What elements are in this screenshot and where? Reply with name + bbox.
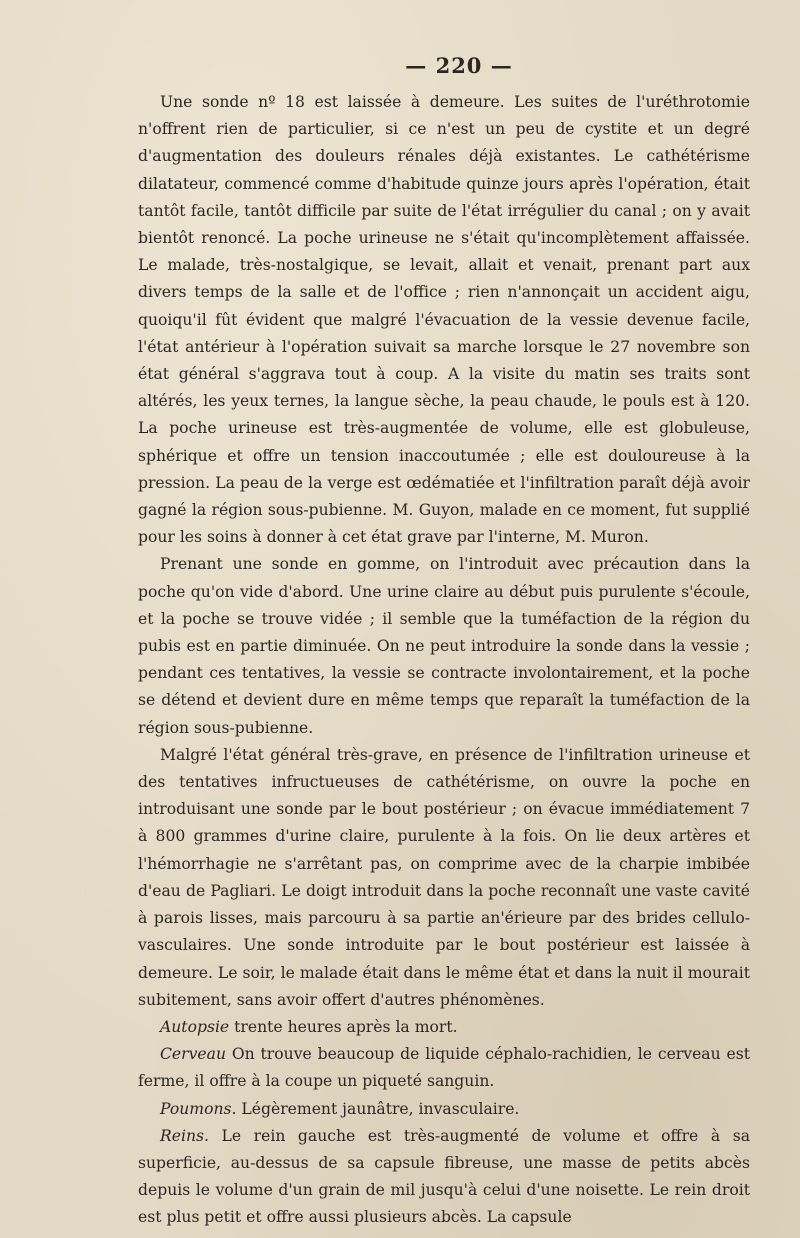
paragraph-text: On trouve beaucoup de liquide céphalo-rachidien, le cerveau est ferme, il offre à la coupe un piqueté sanguin.	[138, 1045, 750, 1091]
paragraph-text: Malgré l'état général très-grave, en présence de l'infiltration urineuse et des tentatives infructueuses de cathétérisme, on ouvre la poche en introduisant une sonde par le bout postérieur ; on évacue immédiatement 7 à 800 grammes d'urine claire, purulente à la fois. On lie deux artères et l'hémorrhagie ne s'arrêtant pas, on comprime avec de la charpie imbibée d'eau de Pagliari. Le doigt introduit dans la poche reconnaît une vaste cavité à parois lisses, mais parcouru à sa partie an'érieure par des brides cellulo-vasculaires. Une sonde introduite par le bout postérieur est laissée à demeure. Le soir, le malade était dans le même état et dans la nuit il mourait subitement, sans avoir offert d'autres phénomènes.	[138, 745, 750, 1009]
paragraph-label: Poumons.	[160, 1099, 237, 1118]
paragraph-text: Une sonde nº 18 est laissée à demeure. Les suites de l'uréthrotomie n'offrent rien de particulier, si ce n'est un peu de cystite et un degré d'augmentation des douleurs rénales déjà existantes. Le cathétérisme dilatateur, commencé comme d'habitude quinze jours après l'opération, était tantôt facile, tantôt difficile par suite de l'état irrégulier du canal ; on y avait bientôt renoncé. La poche urineuse ne s'était qu'incomplètement affaissée. Le malade, très-nostalgique, se levait, allait et venait, prenant part aux divers temps de la salle et de l'office ; rien n'annonçait un accident aigu, quoiqu'il fût évident que malgré l'évacuation de la vessie devenue facile, l'état antérieur à l'opération suivait sa marche lorsque le 27 novembre son état général s'aggrava tout à coup. A la visite du matin ses traits sont altérés, les yeux ternes, la langue sèche, la peau chaude, le pouls est à 120. La poche urineuse est très-augmentée de volume, elle est globuleuse, sphérique et offre un tension inaccoutumée ; elle est douloureuse à la pression. La peau de la verge est œdématiée et l'infiltration paraît déjà avoir gagné la région sous-pubienne. M. Guyon, malade en ce moment, fut supplié pour les soins à donner à cet état grave par l'interne, M. Muron.	[138, 93, 750, 547]
paragraph-text: trente heures après la mort.	[229, 1017, 458, 1036]
paragraph-cerveau	[138, 1041, 750, 1095]
page-number: — 220 —	[405, 53, 513, 78]
paragraph-2	[138, 551, 750, 741]
body-text	[138, 89, 750, 1232]
paragraph-1	[138, 89, 750, 551]
paragraph-label: Cerveau	[160, 1045, 226, 1064]
paragraph-label: Autopsie	[160, 1017, 230, 1036]
paragraph-text: Légèrement jaunâtre, invasculaire.	[236, 1099, 520, 1118]
paragraph-text: Le rein gauche est très-augmenté de volume et offre à sa superficie, au-dessus de sa capsule fibreuse, une masse de petits abcès depuis le volume d'un grain de mil jusqu'à celui d'une noisette. Le rein droit est plus petit et offre aussi plusieurs abcès. La capsule	[138, 1126, 750, 1227]
paragraph-3	[138, 742, 750, 1014]
paragraph-label: Reins.	[160, 1126, 209, 1145]
paragraph-poumons	[138, 1096, 750, 1123]
paragraph-reins	[138, 1123, 750, 1232]
paragraph-autopsie	[138, 1014, 750, 1041]
paragraph-text: Prenant une sonde en gomme, on l'introduit avec précaution dans la poche qu'on vide d'abord. Une urine claire au début puis purulente s'écoule, et la poche se trouve vidée ; il semble que la tuméfaction de la région du pubis est en partie diminuée. On ne peut introduire la sonde dans la vessie ; pendant ces tentatives, la vessie se contracte involontairement, et la poche se détend et devient dure en même temps que reparaît la tuméfaction de la région sous-pubienne.	[138, 555, 750, 737]
